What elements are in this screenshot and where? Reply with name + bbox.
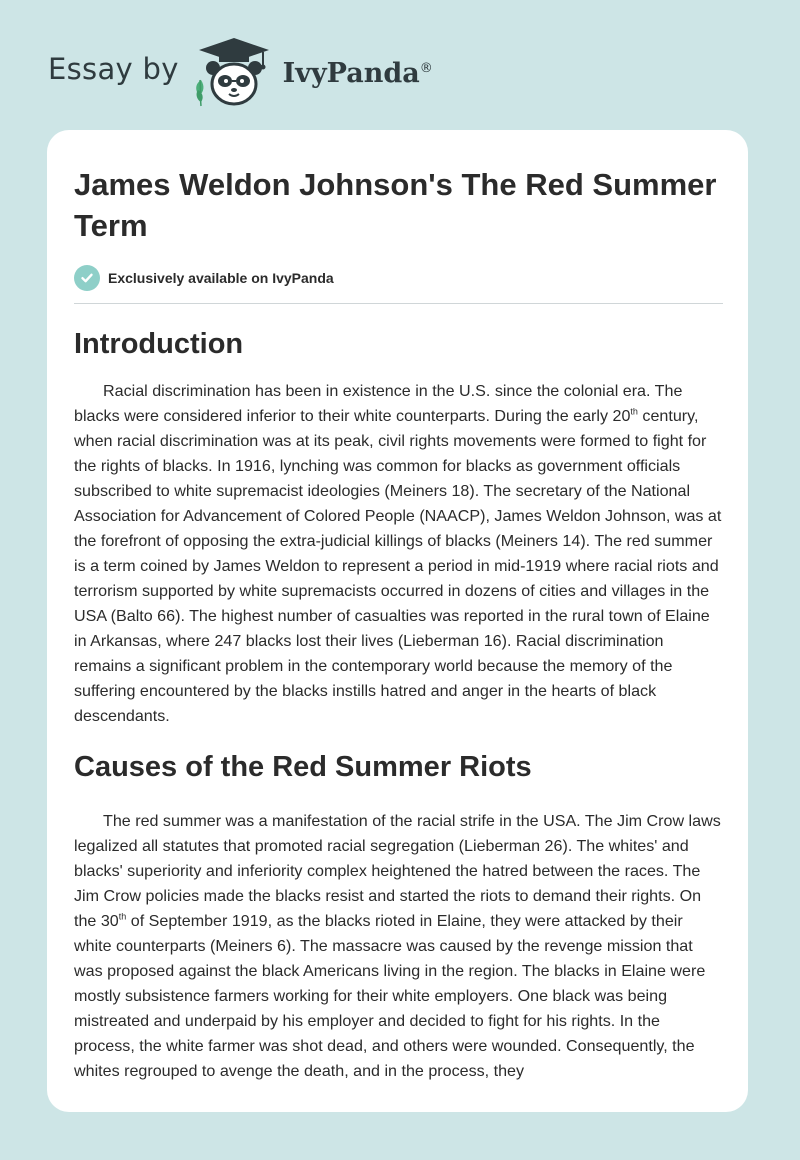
- divider: [74, 303, 723, 304]
- section-heading-causes: Causes of the Red Summer Riots: [74, 751, 532, 783]
- site-header: [48, 36, 433, 108]
- essay-card: [47, 130, 748, 1112]
- exclusive-badge: [74, 264, 724, 292]
- brand-prefix: Essay by: [48, 52, 179, 86]
- brand-name[interactable]: IvyPanda®: [282, 57, 433, 89]
- exclusive-badge-text: Exclusively available on IvyPanda: [108, 270, 334, 286]
- essay-content: [74, 164, 724, 1084]
- registered-mark: ®: [419, 60, 433, 76]
- essay-title: James Weldon Johnson's The Red Summer Term: [74, 167, 717, 243]
- panda-graduate-icon[interactable]: [189, 36, 279, 108]
- causes-paragraph: The red summer was a manifestation of the racial strife in the USA. The Jim Crow laws legalized all statutes that promoted racial segregation (Lieberman 26). The whites' and blacks' superiority and inferiority complex heightened the hatred between the races. The Jim Crow policies made the blacks resist and started the riots to demand their rights. On the 30th of September 1919, as the blacks rioted in Elaine, they were attacked by their white counterparts (Meiners 6). The massacre was caused by the revenge mission that was proposed against the black Americans living in the region. The blacks in Elaine were mostly subsistence farmers working for their white employers. One black was being mistreated and underpaid by his employer and decided to fight for his rights. In the process, the white farmer was shot dead, and others were wounded. Consequently, the whites regrouped to avenge the death, and in the process, they: [74, 812, 721, 1080]
- section-heading-introduction: Introduction: [74, 328, 244, 360]
- introduction-paragraph: Racial discrimination has been in existence in the U.S. since the colonial era. The blacks were considered inferior to their white counterparts. During the early 20th century, when racial discrimination was at its peak, civil rights movements were formed to fight for the rights of blacks. In 1916, lynching was common for blacks as government officials subscribed to white supremacist ideologies (Meiners 18). The secretary of the National Association for Advancement of Colored People (NAACP), James Weldon Johnson, was at the forefront of opposing the extra-judicial killings of blacks (Meiners 14). The red summer is a term coined by James Weldon to represent a period in mid-1919 where racial riots and terrorism supported by white supremacists occurred in dozens of cities and villages in the USA (Balto 66). The highest number of casualties was reported in the rural town of Elaine in Arkansas, where 247 blacks lost their lives (Lieberman 16). Racial discrimination remains a significant problem in the contemporary world because the memory of the suffering encountered by the blacks instills hatred and anger in the hearts of black descendants.: [74, 382, 722, 725]
- check-icon: [74, 265, 100, 291]
